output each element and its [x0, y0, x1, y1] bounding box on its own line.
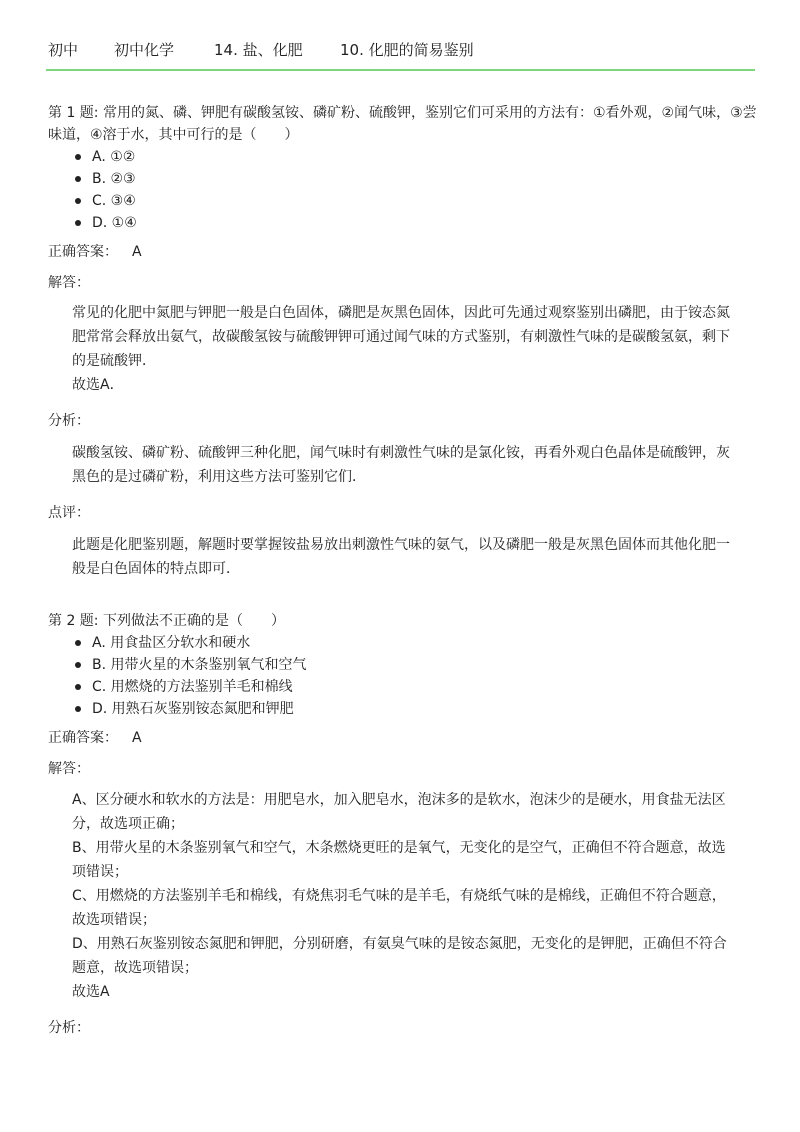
- comment-paragraph: 此题是化肥鉴别题，解题时要掌握铵盐易放出刺激性气味的氨气，以及磷肥一般是灰黑色固体而其他化肥一般是白色固体的特点即可．: [72, 537, 730, 577]
- option-d: D. ①④: [72, 212, 137, 234]
- solution-conclusion: 故选A．: [72, 377, 124, 393]
- correct-answer-label: 正确答案：: [48, 244, 118, 260]
- analysis-label: 分析：: [48, 413, 90, 429]
- header-divider: [46, 69, 755, 71]
- solution-item-d: D、用熟石灰鉴别铵态氮肥和钾肥，分别研磨，有氨臭气味的是铵态氮肥，无变化的是钾肥，正确但不符合题意，故选项错误；: [72, 936, 727, 976]
- question-1-answer-row: [48, 241, 142, 263]
- breadcrumb-level[interactable]: 初中: [48, 41, 79, 59]
- option-a: A. 用食盐区分软水和硬水: [72, 632, 307, 654]
- breadcrumb-section[interactable]: 10. 化肥的简易鉴别: [340, 41, 474, 59]
- question-2-solution: [72, 788, 732, 1004]
- option-b: B. 用带火星的木条鉴别氧气和空气: [72, 654, 307, 676]
- question-2-answer-row: [48, 727, 142, 749]
- correct-answer-value: A: [132, 244, 142, 260]
- analysis-paragraph: 碳酸氢铵、磷矿粉、硫酸钾三种化肥，闻气味时有刺激性气味的是氯化铵，再看外观白色晶体是硫酸钾，灰黑色的是过磷矿粉，利用这些方法可鉴别它们．: [72, 445, 730, 485]
- option-b: B. ②③: [72, 168, 137, 190]
- question-2-title: 第 2 题: 下列做法不正确的是（ ）: [48, 613, 285, 629]
- analysis-label: 分析：: [48, 1020, 90, 1036]
- solution-label: 解答：: [48, 275, 90, 291]
- breadcrumb: [48, 40, 754, 60]
- question-2-options: [72, 632, 307, 720]
- question-1-analysis: [72, 441, 732, 489]
- breadcrumb-subject[interactable]: 初中化学: [114, 41, 175, 59]
- comment-label: 点评：: [48, 505, 90, 521]
- solution-item-b: B、用带火星的木条鉴别氧气和空气，木条燃烧更旺的是氧气，无变化的是空气，正确但不符合题意，故选项错误；: [72, 840, 726, 880]
- option-c: C. ③④: [72, 190, 137, 212]
- question-1-solution: [72, 301, 732, 397]
- solution-paragraph: 常见的化肥中氮肥与钾肥一般是白色固体，磷肥是灰黑色固体，因此可先通过观察鉴别出磷肥，由于铵态氮肥常常会释放出氨气，故碳酸氢铵与硫酸钾钾可通过闻气味的方式鉴别，有刺激性气味的是碳酸氢氨，剩下的是硫酸钾．: [72, 305, 730, 369]
- question-1-comment: [72, 533, 732, 581]
- question-1-title: 第 1 题: 常用的氮、磷、钾肥有碳酸氢铵、磷矿粉、硫酸钾，鉴别它们可采用的方法有：①看外观，②闻气味，③尝味道，④溶于水，其中可行的是（ ）: [48, 105, 757, 143]
- correct-answer-value: A: [132, 730, 142, 746]
- solution-item-a: A、区分硬水和软水的方法是：用肥皂水，加入肥皂水，泡沫多的是软水，泡沫少的是硬水，用食盐无法区分，故选项正确；: [72, 792, 726, 832]
- breadcrumb-chapter[interactable]: 14. 盐、化肥: [214, 41, 303, 59]
- solution-conclusion: 故选A: [72, 984, 110, 1000]
- solution-label: 解答：: [48, 761, 90, 777]
- option-c: C. 用燃烧的方法鉴别羊毛和棉线: [72, 676, 307, 698]
- solution-item-c: C、用燃烧的方法鉴别羊毛和棉线，有烧焦羽毛气味的是羊毛，有烧纸气味的是棉线，正确但不符合题意，故选项错误；: [72, 888, 726, 928]
- option-a: A. ①②: [72, 146, 137, 168]
- option-d: D. 用熟石灰鉴别铵态氮肥和钾肥: [72, 698, 307, 720]
- question-1-options: [72, 146, 137, 234]
- correct-answer-label: 正确答案：: [48, 730, 118, 746]
